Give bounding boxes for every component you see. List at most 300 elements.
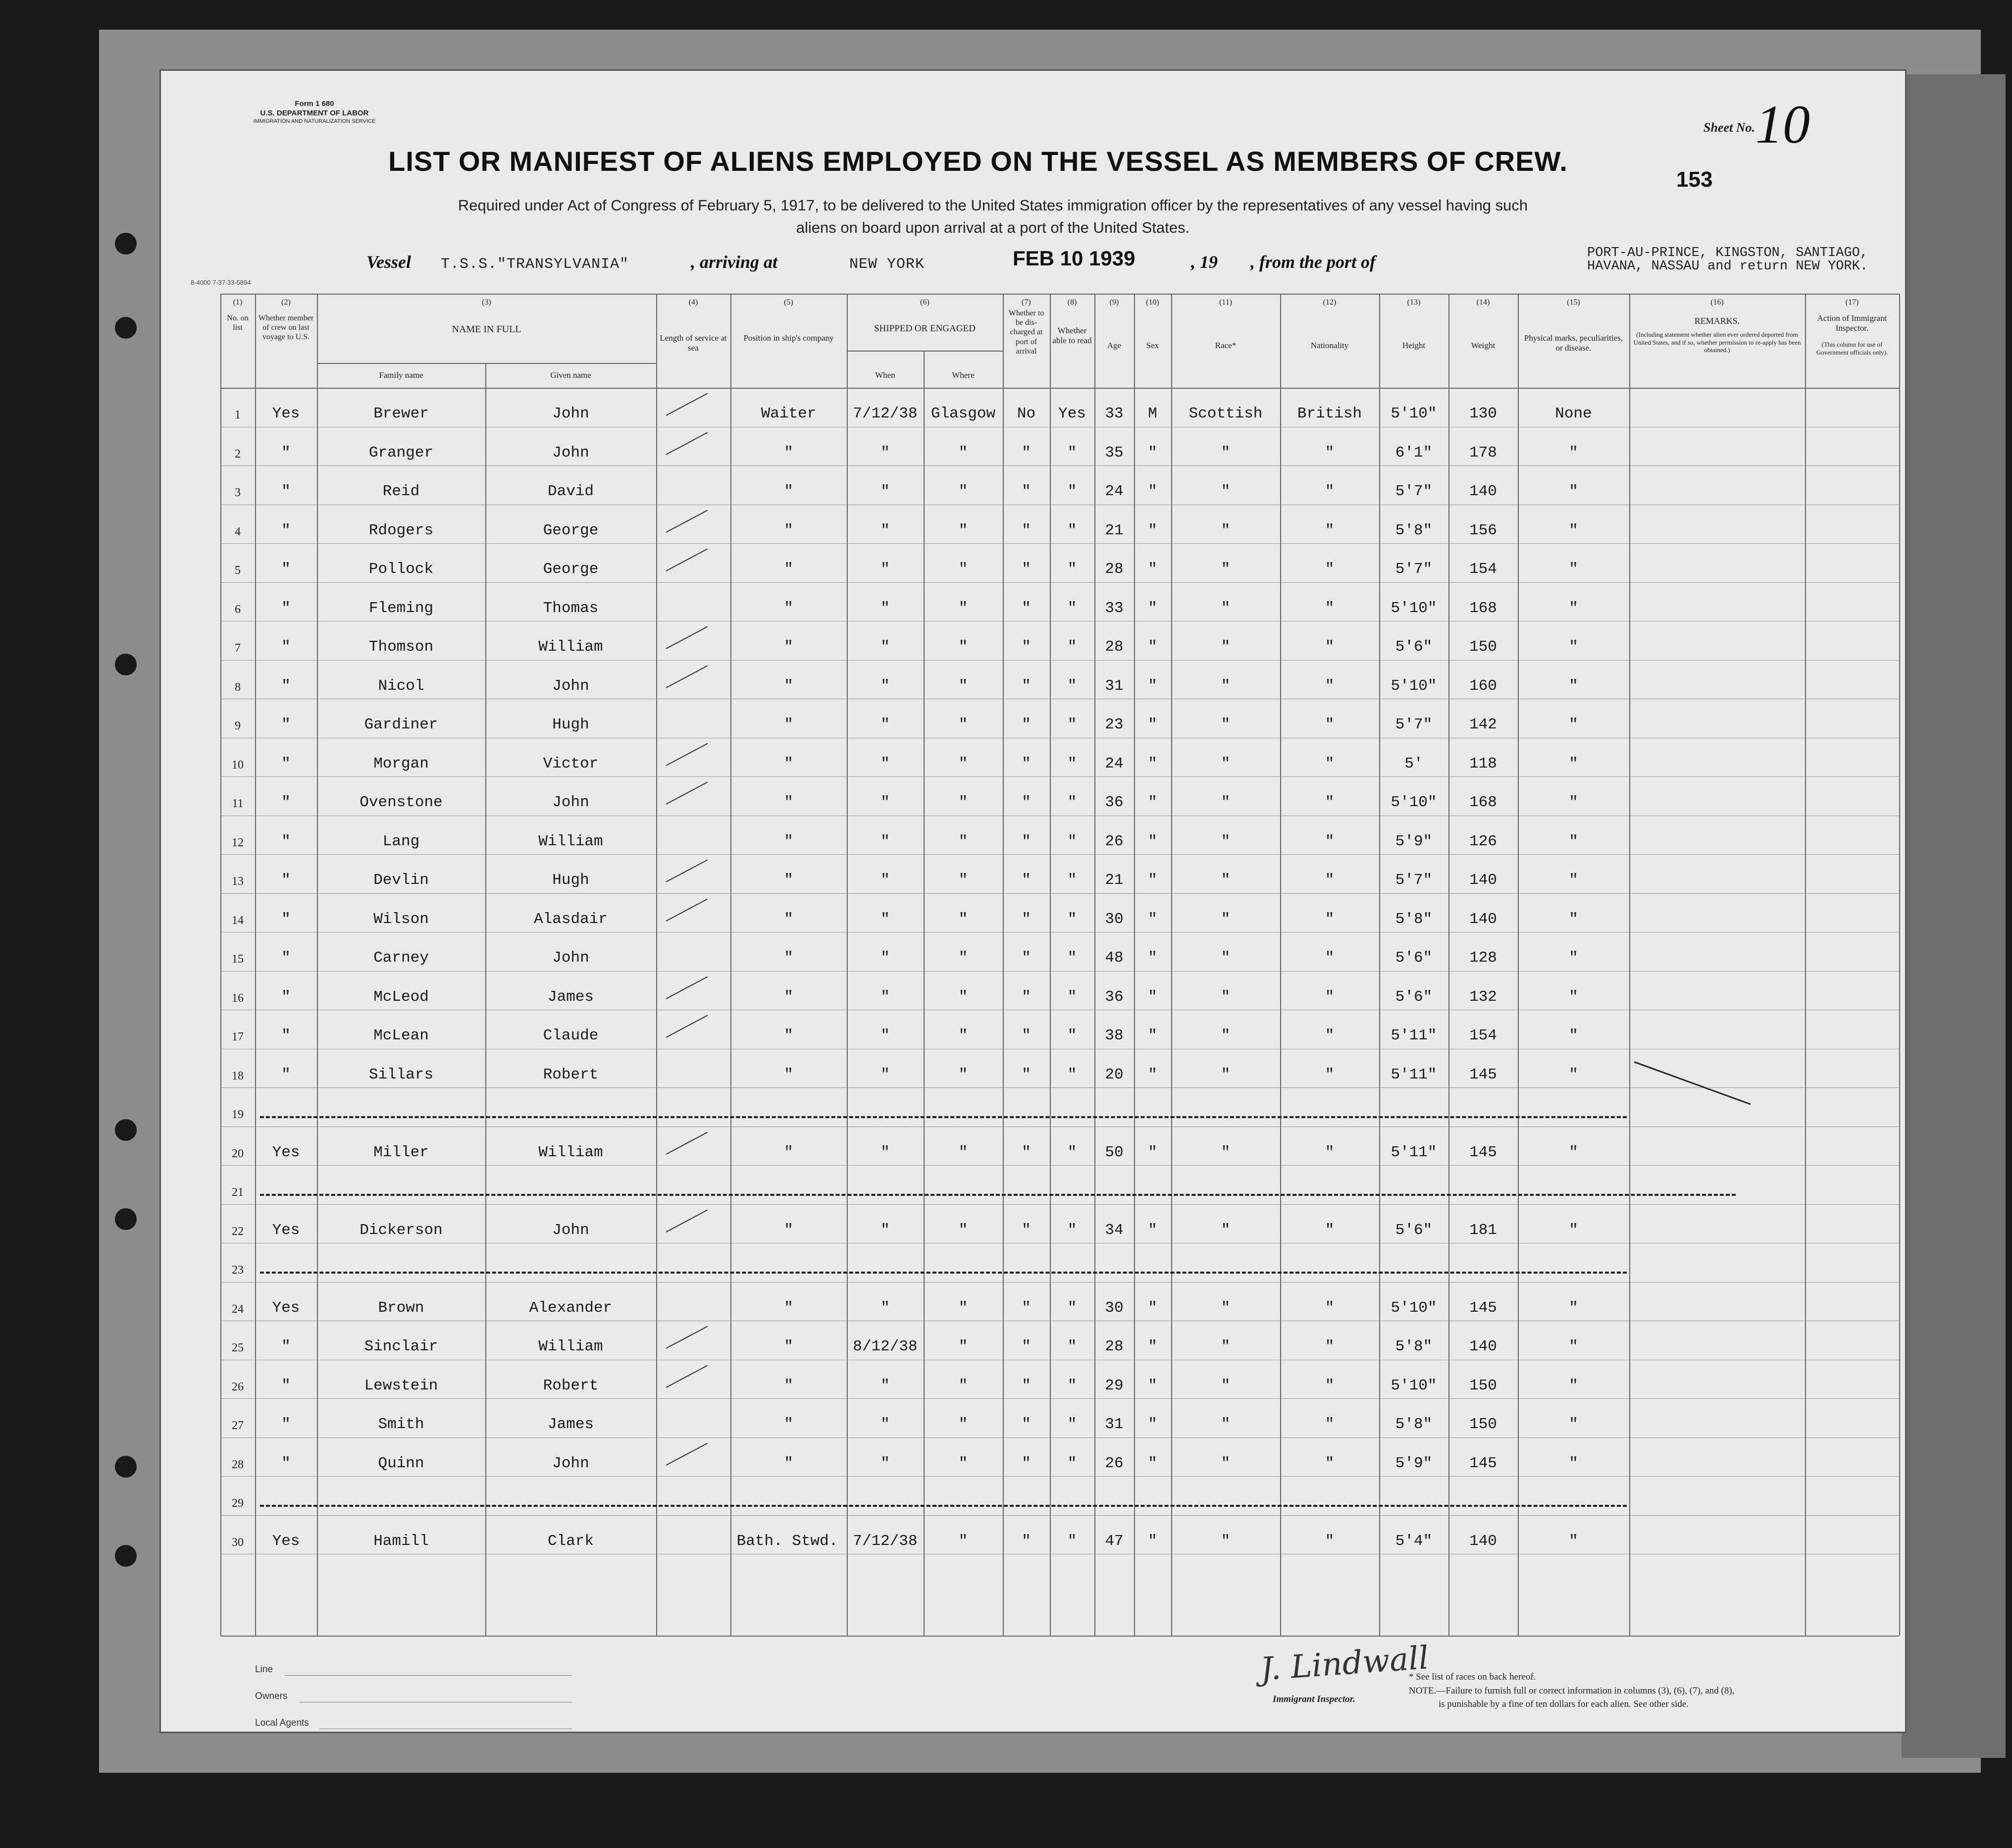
position-cell: "	[784, 794, 793, 811]
sex-cell: "	[1148, 949, 1157, 967]
header-shipped: SHIPPED OR ENGAGED	[874, 323, 976, 334]
given-name-cell: John	[552, 444, 589, 462]
column-number: (1)	[233, 298, 243, 307]
position-cell: "	[784, 599, 793, 617]
nationality-cell: "	[1325, 561, 1335, 578]
vessel-name-value: T.S.S."TRANSYLVANIA"	[441, 256, 629, 273]
punch-hole	[115, 1456, 137, 1478]
race-cell: "	[1221, 1338, 1231, 1355]
nationality-cell: "	[1325, 1143, 1335, 1161]
marks-cell: "	[1569, 638, 1578, 656]
service-tick-mark	[666, 898, 708, 921]
height-cell: 5'11"	[1391, 1027, 1437, 1044]
marks-cell: "	[1569, 716, 1578, 733]
weight-cell: 168	[1469, 794, 1497, 811]
where-cell: "	[958, 755, 968, 772]
table-bottom-rule	[220, 1636, 1899, 1637]
discharged-cell: "	[1022, 1416, 1031, 1433]
nationality-cell: "	[1325, 1377, 1335, 1394]
where-cell: "	[958, 677, 968, 695]
weight-cell: 154	[1469, 561, 1497, 578]
header-name-in-full: NAME IN FULL	[452, 324, 521, 335]
read-cell: "	[1067, 444, 1077, 462]
subtitle-line-2: aliens on board upon arrival at a port of the United States.	[796, 218, 1190, 236]
race-cell: "	[1221, 716, 1231, 733]
marks-cell: "	[1569, 949, 1578, 967]
sex-cell: "	[1148, 1338, 1157, 1355]
nationality-cell: "	[1325, 1299, 1335, 1317]
given-name-cell: Clark	[547, 1532, 594, 1550]
sheet-no-label: Sheet No.	[1703, 120, 1755, 135]
family-name-cell: McLean	[373, 1027, 429, 1044]
where-cell: "	[958, 561, 968, 578]
column-number: (5)	[784, 298, 793, 307]
nationality-cell: "	[1325, 483, 1335, 500]
sex-cell: "	[1148, 755, 1157, 772]
member-cell: "	[281, 561, 291, 578]
weight-cell: 160	[1469, 677, 1497, 695]
nationality-cell: "	[1325, 988, 1335, 1006]
when-cell: 8/12/38	[853, 1338, 918, 1355]
discharged-cell: "	[1022, 677, 1031, 695]
when-cell: "	[880, 1454, 890, 1472]
row-number: 27	[232, 1419, 244, 1432]
header-position: Position in ship's company	[743, 333, 834, 343]
read-cell: "	[1067, 1066, 1077, 1083]
row-rule	[220, 854, 1899, 855]
marks-cell: "	[1569, 1454, 1578, 1472]
when-cell: "	[880, 1066, 890, 1083]
position-cell: "	[784, 1454, 793, 1472]
position-cell: "	[784, 561, 793, 578]
where-cell: Glasgow	[930, 405, 996, 422]
given-name-cell: John	[552, 949, 589, 967]
table-right-rule	[1899, 294, 1900, 1636]
height-cell: 5'11"	[1391, 1143, 1437, 1161]
family-name-cell: Quinn	[378, 1454, 424, 1472]
member-cell: "	[281, 1377, 291, 1394]
header-age: Age	[1107, 341, 1122, 350]
header-where: Where	[952, 370, 975, 380]
nationality-cell: "	[1325, 638, 1335, 656]
sex-cell: "	[1148, 561, 1157, 578]
race-cell: Scottish	[1188, 405, 1263, 422]
family-name-cell: Gardiner	[364, 716, 438, 733]
sex-cell: "	[1148, 1377, 1157, 1394]
position-cell: "	[784, 444, 793, 462]
row-number: 20	[232, 1147, 244, 1160]
given-name-cell: Claude	[543, 1027, 599, 1044]
member-cell: "	[281, 483, 291, 500]
race-cell: "	[1221, 561, 1231, 578]
read-cell: "	[1067, 1299, 1077, 1317]
discharged-cell: "	[1022, 1532, 1031, 1550]
where-cell: "	[958, 638, 968, 656]
inspector-label: Immigrant Inspector.	[1273, 1694, 1355, 1704]
header-height: Height	[1402, 341, 1426, 350]
marks-cell: "	[1569, 910, 1578, 928]
given-name-cell: William	[538, 1143, 603, 1161]
name-subheader-rule	[317, 363, 656, 364]
nationality-cell: "	[1325, 949, 1335, 967]
height-cell: 5'6"	[1395, 1221, 1433, 1239]
weight-cell: 128	[1469, 949, 1497, 967]
member-cell: "	[281, 794, 291, 811]
row-rule	[220, 893, 1899, 894]
punch-hole	[115, 317, 137, 339]
discharged-cell: No	[1017, 405, 1036, 422]
age-cell: 34	[1105, 1221, 1124, 1239]
discharged-cell: "	[1022, 1454, 1031, 1472]
when-cell: "	[880, 677, 890, 695]
row-number: 11	[232, 797, 244, 810]
age-cell: 36	[1105, 794, 1124, 811]
position-cell: "	[784, 872, 793, 889]
punch-hole	[115, 1545, 137, 1567]
where-cell: "	[958, 1532, 968, 1550]
where-cell: "	[958, 910, 968, 928]
column-number: (16)	[1710, 298, 1724, 307]
read-cell: "	[1067, 1027, 1077, 1044]
discharged-cell: "	[1022, 794, 1031, 811]
discharged-cell: "	[1022, 872, 1031, 889]
when-cell: "	[880, 483, 890, 500]
sex-cell: "	[1148, 599, 1157, 617]
read-cell: "	[1067, 561, 1077, 578]
nationality-cell: "	[1325, 1221, 1335, 1239]
position-cell: "	[784, 755, 793, 772]
height-cell: 5'8"	[1395, 1338, 1433, 1355]
race-cell: "	[1221, 483, 1231, 500]
read-cell: "	[1067, 1532, 1077, 1550]
row-rule	[220, 1476, 1899, 1477]
row-number: 9	[235, 719, 241, 732]
family-name-cell: Granger	[368, 444, 434, 462]
age-cell: 31	[1105, 677, 1124, 695]
given-name-cell: John	[552, 1454, 589, 1472]
header-nat: Nationality	[1310, 341, 1349, 350]
column-number: (3)	[482, 298, 491, 307]
column-rule	[656, 294, 657, 1636]
given-name-cell: Thomas	[543, 599, 599, 617]
sex-cell: "	[1148, 832, 1157, 850]
member-cell: "	[281, 521, 291, 539]
when-cell: 7/12/38	[853, 1532, 918, 1550]
family-name-cell: Carney	[373, 949, 429, 967]
given-name-cell: John	[552, 1221, 589, 1239]
discharged-cell: "	[1022, 561, 1031, 578]
header-given-name: Given name	[550, 370, 591, 380]
read-cell: "	[1067, 1221, 1077, 1239]
nationality-cell: "	[1325, 1454, 1335, 1472]
age-cell: 50	[1105, 1143, 1124, 1161]
family-name-cell: Thomson	[368, 638, 434, 656]
height-cell: 5'9"	[1395, 832, 1433, 850]
race-cell: "	[1221, 638, 1231, 656]
service-tick-mark	[666, 743, 708, 766]
age-cell: 28	[1105, 1338, 1124, 1355]
marks-cell: "	[1569, 1027, 1578, 1044]
position-cell: "	[784, 1066, 793, 1083]
age-cell: 21	[1105, 521, 1124, 539]
row-rule	[220, 971, 1899, 972]
sex-cell: "	[1148, 1066, 1157, 1083]
cancel-dash-line	[260, 1116, 1627, 1118]
height-cell: 5'7"	[1395, 716, 1433, 733]
when-cell: "	[880, 1299, 890, 1317]
race-cell: "	[1221, 910, 1231, 928]
where-cell: "	[958, 794, 968, 811]
discharged-cell: "	[1022, 755, 1031, 772]
column-number: (11)	[1219, 298, 1233, 307]
discharged-cell: "	[1022, 1221, 1031, 1239]
read-cell: "	[1067, 794, 1077, 811]
discharged-cell: "	[1022, 1299, 1031, 1317]
family-name-cell: Rdogers	[368, 521, 434, 539]
nationality-cell: "	[1325, 1416, 1335, 1433]
row-rule	[220, 1204, 1899, 1205]
member-cell: "	[281, 832, 291, 850]
nationality-cell: "	[1325, 599, 1335, 617]
discharged-cell: "	[1022, 444, 1031, 462]
discharged-cell: "	[1022, 949, 1031, 967]
race-cell: "	[1221, 949, 1231, 967]
table-left-rule	[220, 294, 221, 1636]
marks-cell: "	[1569, 988, 1578, 1006]
race-cell: "	[1221, 1416, 1231, 1433]
service-tick-mark	[666, 1131, 708, 1154]
column-number: (14)	[1476, 298, 1490, 307]
row-number: 25	[232, 1341, 244, 1354]
column-number: (7)	[1022, 298, 1031, 307]
weight-cell: 150	[1469, 638, 1497, 656]
member-cell: Yes	[272, 405, 300, 422]
where-cell: "	[958, 832, 968, 850]
marks-cell: "	[1569, 1377, 1578, 1394]
height-cell: 5'6"	[1395, 638, 1433, 656]
height-cell: 5'10"	[1391, 1299, 1437, 1317]
sex-cell: "	[1148, 1143, 1157, 1161]
age-cell: 36	[1105, 988, 1124, 1006]
manifest-table	[161, 71, 1905, 1732]
member-cell: "	[281, 1066, 291, 1083]
row-number: 17	[232, 1030, 244, 1043]
row-rule	[220, 660, 1899, 661]
weight-cell: 150	[1469, 1377, 1497, 1394]
position-cell: "	[784, 910, 793, 928]
where-cell: "	[958, 1377, 968, 1394]
row-number: 29	[232, 1497, 244, 1510]
row-number: 5	[235, 564, 241, 577]
when-cell: "	[880, 988, 890, 1006]
given-name-cell: Robert	[543, 1377, 599, 1394]
when-cell: "	[880, 832, 890, 850]
race-cell: "	[1221, 1299, 1231, 1317]
row-number: 24	[232, 1302, 244, 1316]
read-cell: "	[1067, 755, 1077, 772]
member-cell: "	[281, 1027, 291, 1044]
family-name-cell: Hamill	[373, 1532, 429, 1550]
member-cell: Yes	[272, 1532, 300, 1550]
given-name-cell: William	[538, 832, 603, 850]
row-rule	[220, 465, 1899, 466]
marks-cell: "	[1569, 1066, 1578, 1083]
column-number: (8)	[1067, 298, 1077, 307]
discharged-cell: "	[1022, 910, 1031, 928]
service-tick-mark	[666, 860, 708, 882]
nationality-cell: "	[1325, 832, 1335, 850]
marks-cell: "	[1569, 521, 1578, 539]
when-cell: "	[880, 1377, 890, 1394]
age-cell: 31	[1105, 1416, 1124, 1433]
read-cell: "	[1067, 910, 1077, 928]
marks-cell: None	[1555, 405, 1592, 422]
age-cell: 38	[1105, 1027, 1124, 1044]
given-name-cell: Hugh	[552, 716, 589, 733]
sex-cell: "	[1148, 1221, 1157, 1239]
age-cell: 29	[1105, 1377, 1124, 1394]
where-cell: "	[958, 1221, 968, 1239]
column-rule	[1629, 294, 1630, 1636]
nationality-cell: "	[1325, 444, 1335, 462]
height-cell: 5'8"	[1395, 1416, 1433, 1433]
family-name-cell: Reid	[382, 483, 420, 500]
discharged-cell: "	[1022, 1143, 1031, 1161]
nationality-cell: "	[1325, 794, 1335, 811]
header-weight: Weight	[1471, 341, 1496, 350]
discharged-cell: "	[1022, 988, 1031, 1006]
note-races: * See list of races on back hereof.	[1409, 1672, 1536, 1682]
read-cell: "	[1067, 1143, 1077, 1161]
service: IMMIGRATION AND NATURALIZATION SERVICE	[253, 118, 376, 124]
race-cell: "	[1221, 444, 1231, 462]
row-rule	[220, 1282, 1899, 1283]
header-action: Action of Immigrant Inspector.	[1817, 313, 1887, 333]
read-cell: "	[1067, 1454, 1077, 1472]
age-cell: 28	[1105, 638, 1124, 656]
discharged-cell: "	[1022, 1027, 1031, 1044]
position-cell: "	[784, 677, 793, 695]
family-name-cell: Dickerson	[360, 1221, 443, 1239]
sex-cell: "	[1148, 1299, 1157, 1317]
nationality-cell: "	[1325, 872, 1335, 889]
position-cell: "	[784, 1377, 793, 1394]
where-cell: "	[958, 872, 968, 889]
column-number: (4)	[688, 298, 698, 307]
where-cell: "	[958, 949, 968, 967]
discharged-cell: "	[1022, 599, 1031, 617]
remarks-stroke	[1634, 1061, 1751, 1105]
family-name-cell: Pollock	[368, 561, 434, 578]
marks-cell: "	[1569, 561, 1578, 578]
when-cell: "	[880, 910, 890, 928]
row-number: 28	[232, 1458, 244, 1471]
family-name-cell: Miller	[373, 1143, 429, 1161]
member-cell: Yes	[272, 1143, 300, 1161]
table-top-rule	[220, 294, 1899, 295]
service-tick-mark	[666, 1365, 708, 1387]
given-name-cell: Robert	[543, 1066, 599, 1083]
position-cell: "	[784, 483, 793, 500]
sex-cell: "	[1148, 794, 1157, 811]
column-number: (6)	[920, 298, 929, 307]
weight-cell: 140	[1469, 1338, 1497, 1355]
row-number: 13	[232, 875, 244, 888]
marks-cell: "	[1569, 677, 1578, 695]
age-cell: 30	[1105, 1299, 1124, 1317]
read-cell: "	[1067, 872, 1077, 889]
discharged-cell: "	[1022, 716, 1031, 733]
row-number: 22	[232, 1225, 244, 1238]
where-cell: "	[958, 1338, 968, 1355]
position-cell: "	[784, 521, 793, 539]
nationality-cell: "	[1325, 1338, 1335, 1355]
column-number: (15)	[1567, 298, 1580, 307]
row-rule	[220, 582, 1899, 583]
row-number: 19	[232, 1108, 244, 1121]
when-cell: "	[880, 1143, 890, 1161]
column-number: (12)	[1323, 298, 1337, 307]
age-cell: 35	[1105, 444, 1124, 462]
nationality-cell: "	[1325, 716, 1335, 733]
nationality-cell: British	[1297, 405, 1362, 422]
when-cell: 7/12/38	[853, 405, 918, 422]
height-cell: 6'1"	[1395, 444, 1433, 462]
when-cell: "	[880, 872, 890, 889]
subtitle-line-1: Required under Act of Congress of February 5, 1917, to be delivered to the United States immigration officer by the representatives of any vessel having such	[458, 197, 1528, 214]
marks-cell: "	[1569, 1143, 1578, 1161]
service-tick-mark	[666, 665, 708, 688]
member-cell: "	[281, 755, 291, 772]
sex-cell: "	[1148, 1454, 1157, 1472]
discharged-cell: "	[1022, 1066, 1031, 1083]
family-name-cell: Ovenstone	[360, 794, 443, 811]
when-cell: "	[880, 638, 890, 656]
height-cell: 5'8"	[1395, 910, 1433, 928]
member-cell: Yes	[272, 1299, 300, 1317]
race-cell: "	[1221, 1221, 1231, 1239]
sex-cell: M	[1148, 405, 1157, 422]
race-cell: "	[1221, 1377, 1231, 1394]
page-number: 153	[1676, 167, 1713, 192]
height-cell: 5'11"	[1391, 1066, 1437, 1083]
row-number: 15	[232, 953, 244, 966]
read-cell: "	[1067, 521, 1077, 539]
age-cell: 24	[1105, 483, 1124, 500]
weight-cell: 140	[1469, 910, 1497, 928]
weight-cell: 156	[1469, 521, 1497, 539]
given-name-cell: George	[543, 561, 599, 578]
sex-cell: "	[1148, 638, 1157, 656]
position-cell: Bath. Stwd.	[736, 1532, 838, 1550]
given-name-cell: James	[547, 988, 594, 1006]
header-sex: Sex	[1146, 341, 1159, 350]
height-cell: 5'10"	[1391, 405, 1437, 422]
row-number: 16	[232, 991, 244, 1005]
where-cell: "	[958, 1066, 968, 1083]
marks-cell: "	[1569, 1416, 1578, 1433]
position-cell: "	[784, 716, 793, 733]
height-cell: 5'10"	[1391, 1377, 1437, 1394]
table-header-bottom-rule	[220, 388, 1899, 389]
discharged-cell: "	[1022, 1377, 1031, 1394]
nationality-cell: "	[1325, 521, 1335, 539]
height-cell: 5'7"	[1395, 483, 1433, 500]
weight-cell: 150	[1469, 1416, 1497, 1433]
position-cell: "	[784, 832, 793, 850]
nationality-cell: "	[1325, 1532, 1335, 1550]
weight-cell: 132	[1469, 988, 1497, 1006]
